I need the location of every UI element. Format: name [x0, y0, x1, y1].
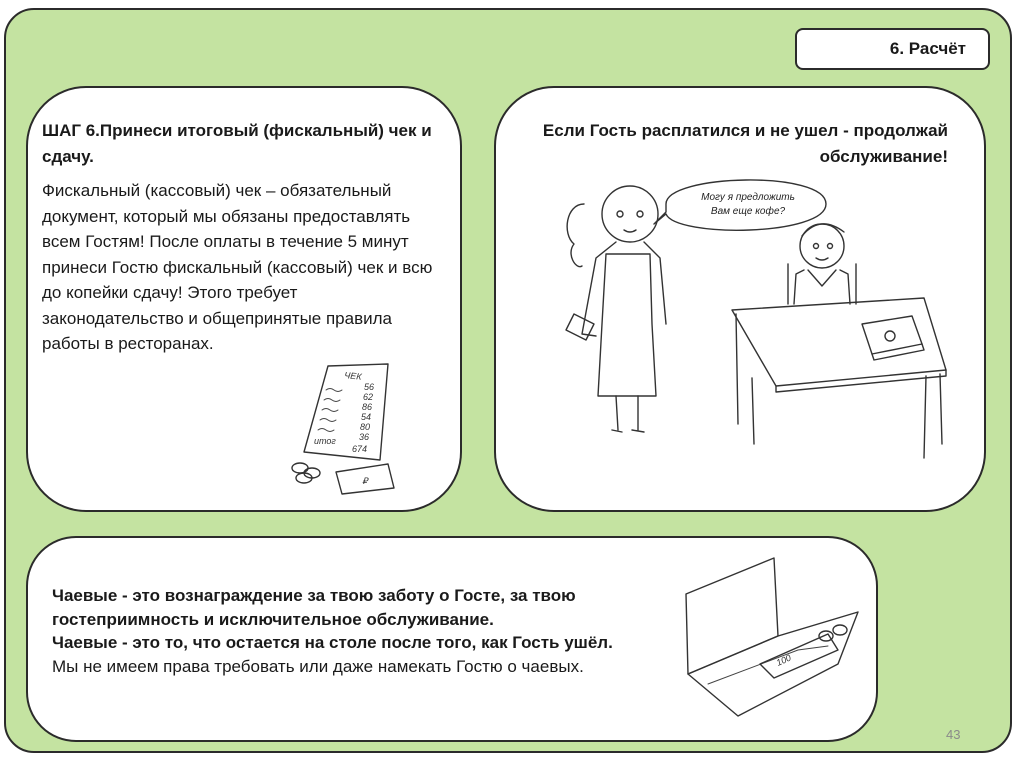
- speech-line-1: Могу я предложить: [701, 192, 795, 203]
- tip-coins-icon: [819, 625, 847, 641]
- receipt-amount: 56: [364, 382, 375, 392]
- tip-bill-value: 100: [774, 652, 793, 668]
- step-heading: ШАГ 6.Принеси итоговый (фискальный) чек и сдачу.: [42, 121, 432, 166]
- tip-folder-illustration: [678, 554, 868, 724]
- receipt-total-label: итог: [314, 436, 336, 446]
- receipt-amount: 80: [360, 422, 371, 432]
- slide-title: [795, 28, 990, 70]
- service-panel: [494, 86, 986, 512]
- receipt-total: 674: [352, 444, 368, 454]
- page-number: 43: [946, 727, 961, 742]
- tips-explanation: Чаевые - это то, что остается на столе после того, как Гость ушёл.: [52, 633, 613, 652]
- svg-text:₽: ₽: [362, 476, 368, 486]
- receipt-amount: 54: [361, 412, 372, 422]
- banknote-icon: [336, 464, 394, 494]
- tips-text: [52, 584, 692, 678]
- receipt-header: ЧЕК: [343, 370, 363, 382]
- speech-line-2: Вам еще кофе?: [710, 206, 786, 217]
- guest-figure: [788, 224, 856, 304]
- tips-panel: [26, 536, 878, 742]
- receipt-illustration: [290, 360, 440, 495]
- slide-title-text: 6. Расчёт: [889, 39, 966, 58]
- tips-definition: Чаевые - это вознаграждение за твою заботу о Госте, за твою гостеприимность и исключительное обслуживание.: [52, 586, 576, 629]
- coins-icon: [292, 463, 320, 483]
- waitress-figure: [566, 186, 666, 432]
- receipt-amount: 86: [362, 402, 373, 412]
- step-panel: [26, 86, 462, 512]
- service-heading: Если Гость расплатился и не ушел - продолжай обслуживание!: [542, 121, 948, 166]
- bill-folder-icon: [862, 316, 924, 360]
- speech-bubble: [654, 180, 826, 230]
- tips-rule: Мы не имеем права требовать или даже намекать Гостю о чаевых.: [52, 656, 584, 676]
- receipt-amount: 62: [363, 392, 374, 402]
- step-body-text: Фискальный (кассовый) чек – обязательный документ, который мы обязаны предоставлять всем Гостям! После оплаты в течение 5 минут принеси Гостю фискальный (кассовый) чек и всю до копейки сдачу! Этого требует законодательство и общепринятые правила работы в ресторанах.: [42, 181, 433, 353]
- waiter-guest-illustration: [526, 174, 956, 464]
- receipt-amount: 36: [359, 432, 370, 442]
